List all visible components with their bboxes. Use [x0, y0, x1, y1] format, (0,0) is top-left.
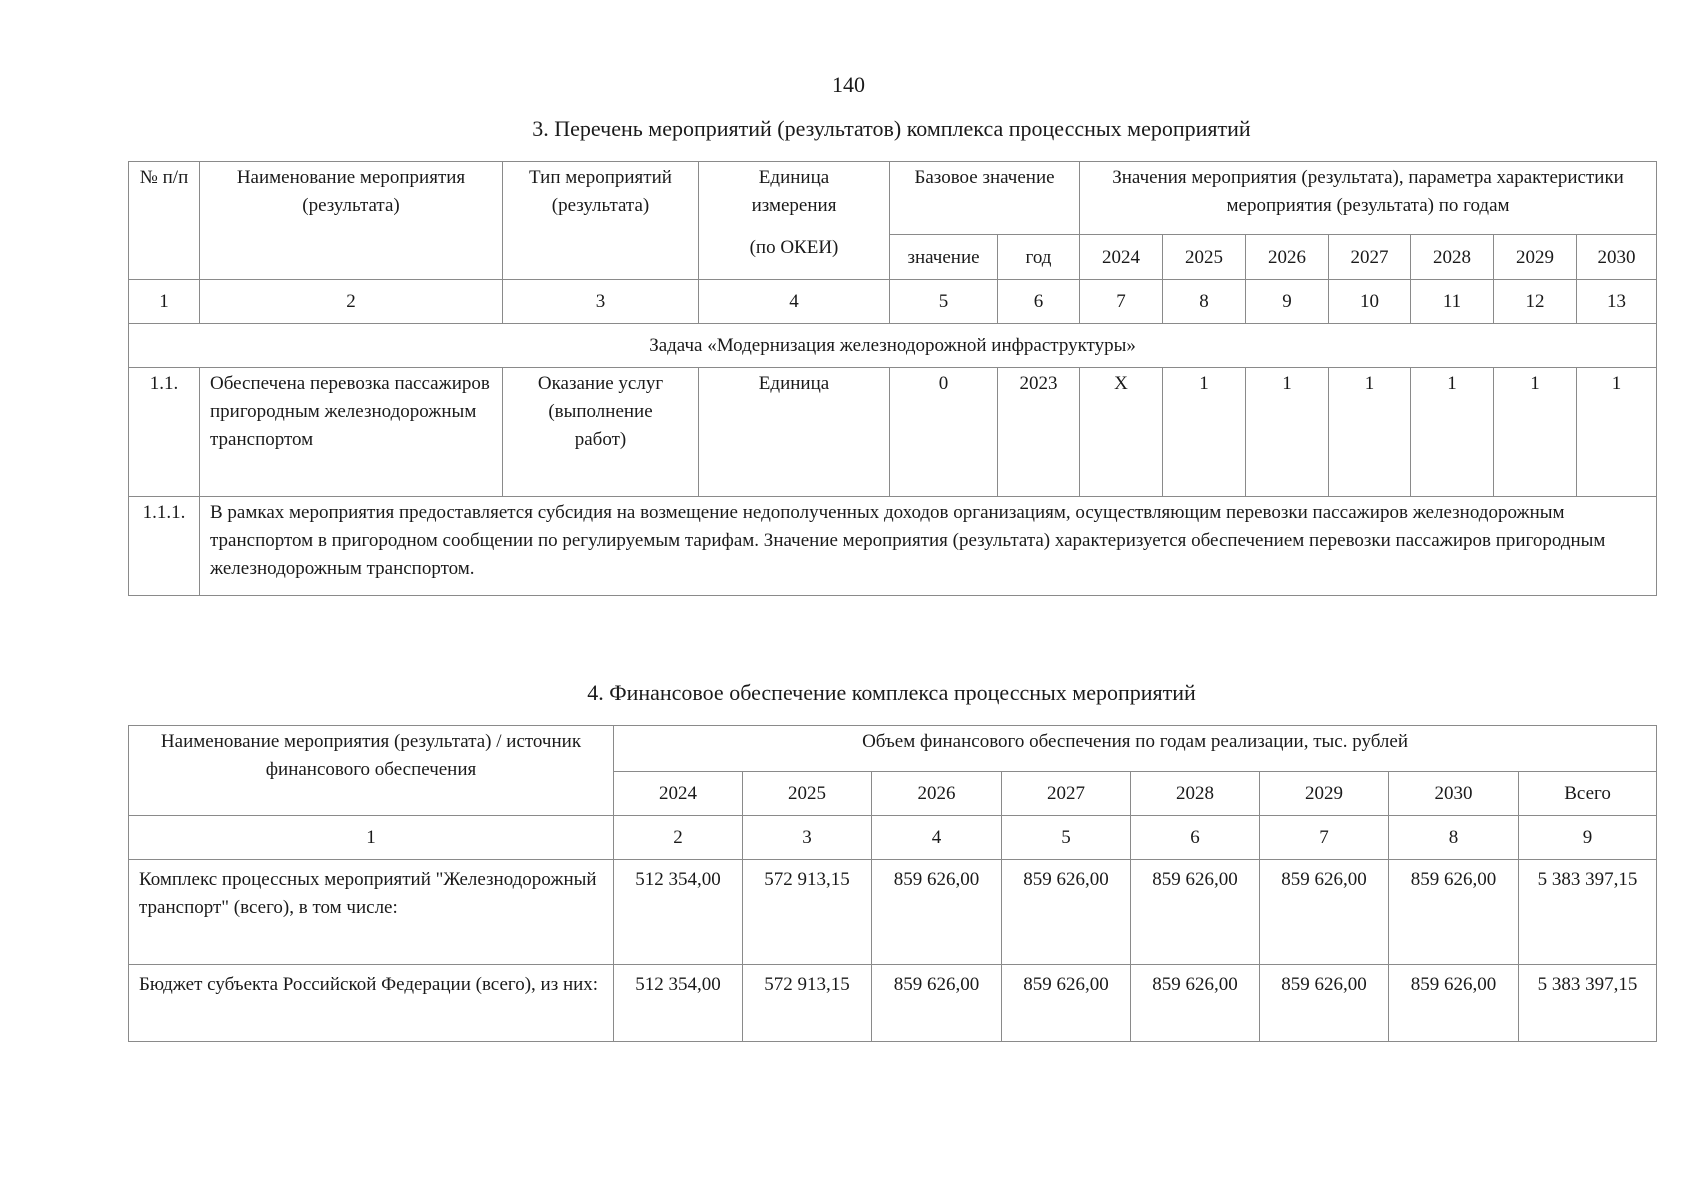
column-number: 13 — [1577, 280, 1657, 324]
header-year: 2025 — [1163, 235, 1246, 280]
item-base-year: 2023 — [998, 368, 1080, 497]
fin-row-name: Бюджет субъекта Российской Федерации (всего), из них: — [129, 965, 614, 1042]
fin-value: 572 913,15 — [743, 860, 872, 965]
header-unit-line2: (по ОКЕИ) — [749, 237, 839, 258]
column-number: 2 — [200, 280, 503, 324]
item-num: 1.1. — [129, 368, 200, 497]
header-year: 2027 — [1329, 235, 1411, 280]
fin-value: 859 626,00 — [1389, 860, 1519, 965]
column-number: 1 — [129, 280, 200, 324]
header-year: 2026 — [1246, 235, 1329, 280]
fin-value: 859 626,00 — [1002, 860, 1131, 965]
description-text: В рамках мероприятия предоставляется субсидия на возмещение недополученных доходов организациям, осуществляющим перевозки пассажиров железнодорожным транспортом в пригородном сообщении по регулируемым тарифам. Значение мероприятия (результата) характеризуется обеспечением перевозки пассажиров пригородным железнодорожным транспортом. — [200, 497, 1657, 596]
column-number: 9 — [1246, 280, 1329, 324]
fin-value-total: 5 383 397,15 — [1519, 860, 1657, 965]
fin-value: 512 354,00 — [614, 965, 743, 1042]
header-unit — [699, 162, 890, 280]
column-number: 1 — [129, 816, 614, 860]
item-value: Х — [1080, 368, 1163, 497]
fin-value-total: 5 383 397,15 — [1519, 965, 1657, 1042]
item-type: Оказание услуг (выполнение работ) — [503, 368, 699, 497]
item-value: 1 — [1163, 368, 1246, 497]
item-unit: Единица — [699, 368, 890, 497]
column-number: 10 — [1329, 280, 1411, 324]
column-number: 6 — [1131, 816, 1260, 860]
activities-table — [128, 161, 1657, 596]
table-row — [129, 368, 1657, 497]
description-num: 1.1.1. — [129, 497, 200, 596]
fin-header-volume: Объем финансового обеспечения по годам реализации, тыс. рублей — [614, 726, 1657, 772]
column-number: 8 — [1163, 280, 1246, 324]
item-value: 1 — [1577, 368, 1657, 497]
fin-header-year: 2030 — [1389, 772, 1519, 816]
fin-header-year: 2027 — [1002, 772, 1131, 816]
table-row — [129, 965, 1657, 1042]
fin-value: 859 626,00 — [1002, 965, 1131, 1042]
table-row — [129, 497, 1657, 596]
column-number: 4 — [872, 816, 1002, 860]
header-unit-line1: Единица измерения — [751, 167, 837, 216]
header-year: 2024 — [1080, 235, 1163, 280]
item-name: Обеспечена перевозка пассажиров пригородным железнодорожным транспортом — [200, 368, 503, 497]
column-number: 5 — [1002, 816, 1131, 860]
header-base-value: значение — [890, 235, 998, 280]
item-value: 1 — [1494, 368, 1577, 497]
fin-value: 859 626,00 — [872, 965, 1002, 1042]
page-number: 140 — [832, 72, 865, 97]
column-number: 9 — [1519, 816, 1657, 860]
header-year: 2028 — [1411, 235, 1494, 280]
column-number: 3 — [503, 280, 699, 324]
header-year: 2029 — [1494, 235, 1577, 280]
column-number: 3 — [743, 816, 872, 860]
header-name: Наименование мероприятия (результата) — [200, 162, 503, 280]
fin-value: 859 626,00 — [872, 860, 1002, 965]
item-value: 1 — [1246, 368, 1329, 497]
fin-row-name: Комплекс процессных мероприятий "Железнодорожный транспорт" (всего), в том числе: — [129, 860, 614, 965]
section-4-title: 4. Финансовое обеспечение комплекса процессных мероприятий — [587, 680, 1196, 705]
header-num: № п/п — [129, 162, 200, 280]
header-base-year: год — [998, 235, 1080, 280]
fin-header-year: 2026 — [872, 772, 1002, 816]
fin-header-total: Всего — [1519, 772, 1657, 816]
header-values: Значения мероприятия (результата), параметра характеристики мероприятия (результата) по годам — [1080, 162, 1657, 235]
item-base-value: 0 — [890, 368, 998, 497]
task-row: Задача «Модернизация железнодорожной инфраструктуры» — [129, 324, 1657, 368]
column-number: 7 — [1080, 280, 1163, 324]
fin-header-year: 2024 — [614, 772, 743, 816]
item-value: 1 — [1411, 368, 1494, 497]
item-value: 1 — [1329, 368, 1411, 497]
fin-header-year: 2025 — [743, 772, 872, 816]
column-number: 8 — [1389, 816, 1519, 860]
fin-value: 859 626,00 — [1389, 965, 1519, 1042]
fin-value: 859 626,00 — [1131, 965, 1260, 1042]
fin-value: 512 354,00 — [614, 860, 743, 965]
column-number: 7 — [1260, 816, 1389, 860]
header-type: Тип мероприятий (результата) — [503, 162, 699, 280]
column-number: 12 — [1494, 280, 1577, 324]
fin-header-year: 2029 — [1260, 772, 1389, 816]
financing-table — [128, 725, 1657, 1042]
column-number: 6 — [998, 280, 1080, 324]
header-year: 2030 — [1577, 235, 1657, 280]
fin-value: 859 626,00 — [1260, 965, 1389, 1042]
fin-header-year: 2028 — [1131, 772, 1260, 816]
section-3-title: 3. Перечень мероприятий (результатов) комплекса процессных мероприятий — [532, 116, 1251, 141]
column-number: 2 — [614, 816, 743, 860]
fin-value: 859 626,00 — [1131, 860, 1260, 965]
header-base: Базовое значение — [890, 162, 1080, 235]
column-number: 5 — [890, 280, 998, 324]
column-number: 11 — [1411, 280, 1494, 324]
fin-value: 859 626,00 — [1260, 860, 1389, 965]
table-row — [129, 860, 1657, 965]
fin-header-name: Наименование мероприятия (результата) / источник финансового обеспечения — [129, 726, 614, 816]
column-number: 4 — [699, 280, 890, 324]
fin-value: 572 913,15 — [743, 965, 872, 1042]
